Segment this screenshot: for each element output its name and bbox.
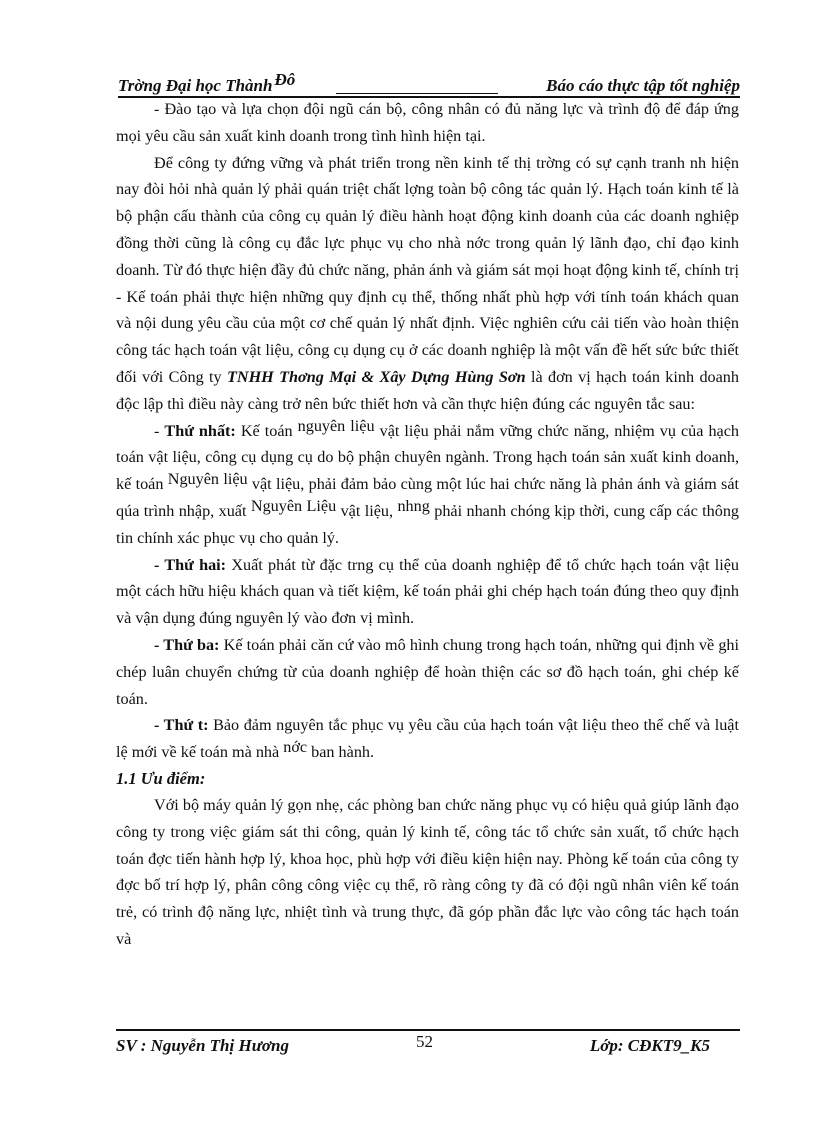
header-school: Trờng Đại học Thành Đô (118, 70, 296, 95)
section-heading: 1.1 Ưu điểm: (116, 768, 206, 788)
page-number: 52 (416, 1032, 433, 1051)
principle-label: - Thứ t: (154, 716, 209, 735)
company-name: TNHH Thơng Mại & Xây Dựng Hùng Sơn (227, 367, 526, 386)
principle-label: Thứ nhất: (164, 421, 236, 440)
header-underline (336, 93, 498, 94)
header-report-title: Báo cáo thực tập tốt nghiệp (546, 76, 740, 95)
paragraph: - Thứ ba: Kế toán phải căn cứ vào mô hình chung trong hạch toán, những qui định về ghi chép luân chuyển chứng từ của doanh nghiệp để hoàn thiện các sơ đồ hạch toán, ghi chép kế toán. (116, 635, 739, 708)
principle-label: - Thứ hai: (154, 555, 227, 574)
paragraph: - Đào tạo và lựa chọn đội ngũ cán bộ, công nhân có đủ năng lực và trình độ để đáp ứng mọi yêu cầu sản xuất kinh doanh trong tình hình hiện tại. (116, 100, 739, 145)
principle-label: - Thứ ba: (154, 635, 220, 654)
footer-rule (116, 1029, 740, 1031)
document-body (116, 96, 739, 953)
paragraph: - Thứ t: Bảo đảm nguyên tắc phục vụ yêu cầu của hạch toán vật liệu theo thể chế và luật lệ mới về kế toán mà nhà nớc ban hành. (116, 716, 739, 762)
page-footer (116, 1034, 740, 1058)
paragraph: - Thứ hai: Xuất phát từ đặc trng cụ thể của doanh nghiệp để tổ chức hạch toán vật liệu một cách hữu hiệu khách quan và tiết kiệm, kế toán phải ghi chép hạch toán đúng theo quy định và vận dụng đúng nguyên lý vào đơn vị mình. (116, 555, 739, 628)
paragraph: Với bộ máy quản lý gọn nhẹ, các phòng ban chức năng phục vụ có hiệu quả giúp lãnh đạo công ty trong việc giám sát thi công, quản lý kinh tế, công tác tổ chức sản xuất, tổ chức hạch toán đợc tiến hành hợp lý, khoa học, phù hợp với điều kiện hiện nay. Phòng kế toán của công ty đợc bố trí hợp lý, phân công công việc cụ thể, rõ ràng công ty đã có đội ngũ nhân viên kế toán trẻ, có trình độ năng lực, nhiệt tình và trung thực, đã góp phần đắc lực vào công tác hạch toán và (116, 795, 739, 948)
footer-class: Lớp: CĐKT9_K5 (589, 1036, 710, 1055)
footer-student: SV : Nguyễn Thị Hương (116, 1036, 289, 1055)
paragraph: Để công ty đứng vững và phát triển trong nền kinh tế thị trờng có sự cạnh tranh nh hiện nay đòi hỏi nhà quản lý phải quán triệt chất lợng toàn bộ công tác quản lý. Hạch toán kinh tế là bộ phận cấu thành của công cụ quản lý điều hành hoạt động kinh doanh của các doanh nghiệp đồng thời cũng là công cụ đắc lực phục vụ cho nhà nớc trong quản lý lãnh đạo, chỉ đạo kinh doanh. Từ đó thực hiện đầy đủ chức năng, phản ánh và giám sát mọi hoạt động kinh tế, chính trị - Kế toán phải thực hiện những quy định cụ thể, thống nhất phù hợp với tính toán khách quan và nội dung yêu cầu của một cơ chế quản lý nhất định. Việc nghiên cứu cải tiến vào hoàn thiện công tác hạch toán vật liệu, công cụ dụng cụ ở các doanh nghiệp là một vấn đề hết sức bức thiết đối với Công ty TNHH Thơng Mại & Xây Dựng Hùng Sơn là đơn vị hạch toán kinh doanh độc lập thì điều này càng trở nên bức thiết hơn và cần thực hiện đúng các nguyên tắc sau: (116, 153, 739, 413)
page-header (118, 70, 740, 96)
paragraph: - Thứ nhất: Kế toán nguyên liệu vật liệu phải nắm vững chức năng, nhiệm vụ của hạch toán vật liệu, công cụ dụng cụ do bộ phận chuyên ngành. Trong hạch toán sản xuất kinh doanh, kế toán Nguyên liệu vật liệu, phải đảm bảo cùng một lúc hai chức năng là phản ánh và giám sát qúa trình nhập, xuất Nguyên Liệu vật liệu, nhng phải nhanh chóng kịp thời, cung cấp các thông tin chính xác phục vụ cho quản lý. (116, 416, 740, 547)
